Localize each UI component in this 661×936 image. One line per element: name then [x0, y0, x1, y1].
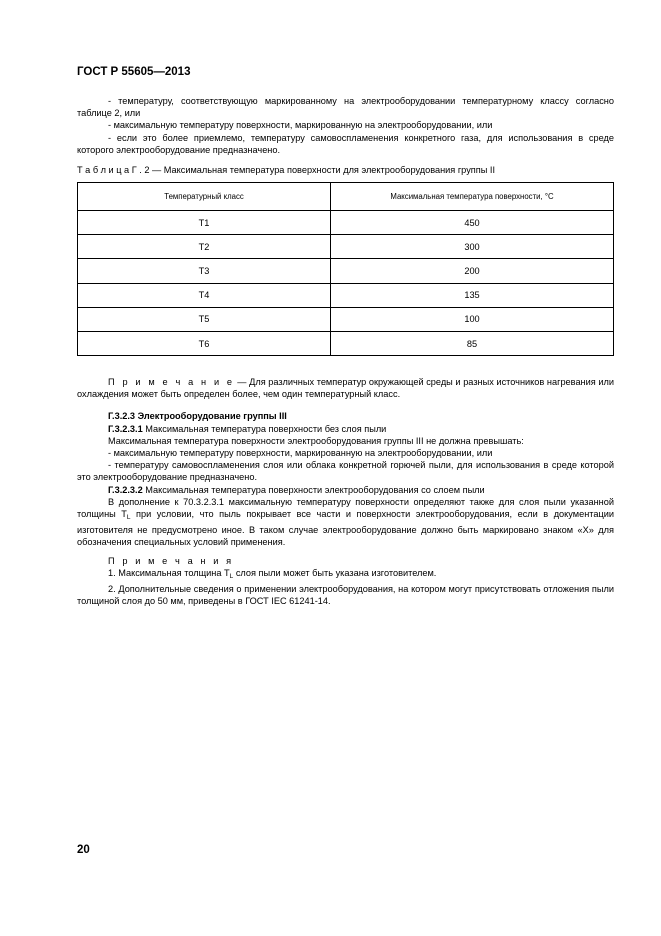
- subsection-2-text-a: В дополнение к 70.3.2.3.1 максимальную температуру поверхности определяют также для слоя пыли указанной толщины T: [77, 496, 614, 520]
- subscript-l: L: [229, 572, 234, 580]
- subsection-1-item-2: - температуру самовоспламенения слоя или облака конкретной горючей пыли, для использования в среде которой это электрооборудование предназначено.: [77, 460, 614, 483]
- table-row: [78, 331, 614, 355]
- note-1-text-a: 1. Максимальная толщина T: [108, 567, 230, 578]
- body-text: [77, 376, 614, 607]
- temperature-class-table: [77, 182, 614, 356]
- table-caption-text: — Максимальная температура поверхности для электрооборудования группы II: [149, 165, 495, 175]
- cell-temperature: 200: [331, 259, 614, 283]
- intro-item-3: - если это более приемлемо, температуру самовоспламенения конкретного газа, для использования в среде которого электрооборудование предназначено.: [77, 132, 614, 155]
- note-item-2: 2. Дополнительные сведения о применении электрооборудования, на котором могут присутствовать отложения пыли толщиной слоя до 50 мм, приведены в ГОСТ IEC 61241-14.: [77, 584, 614, 607]
- intro-item-2: - максимальную температуру поверхности, маркированную на электрооборудовании, или: [108, 120, 493, 131]
- cell-class: Т1: [78, 211, 331, 235]
- subsection-2-number: Г.3.2.3.2: [108, 484, 143, 495]
- column-header-class: Температурный класс: [78, 183, 331, 211]
- document-header: ГОСТ Р 55605—2013: [77, 66, 191, 78]
- table-caption-label: Т а б л и ц а Г . 2: [77, 165, 150, 175]
- cell-class: Т6: [78, 331, 331, 355]
- subscript-l: L: [126, 514, 131, 522]
- table-row: [78, 307, 614, 331]
- cell-temperature: 85: [331, 331, 614, 355]
- subsection-1-heading: [77, 423, 614, 435]
- table-row: [78, 235, 614, 259]
- cell-temperature: 100: [331, 307, 614, 331]
- section-title: Г.3.2.3 Электрооборудование группы III: [108, 411, 287, 422]
- cell-temperature: 300: [331, 235, 614, 259]
- table-row: [78, 283, 614, 307]
- note-1-text-b: слоя пыли может быть указана изготовителем.: [233, 567, 437, 578]
- notes-label: П р и м е ч а н и я: [108, 555, 234, 566]
- subsection-2-text-b: при условии, что пыль покрывает все части и поверхности электрооборудования, если в документации изготовителя не предусмотрено иное. В таком случае электрооборудование должно быть маркировано знаком «X» для обозначения специальных условий применения.: [77, 509, 615, 548]
- cell-temperature: 450: [331, 211, 614, 235]
- page-number: 20: [77, 844, 90, 856]
- subsection-1-paragraph: Максимальная температура поверхности электрооборудования группы III не должна превышать:: [108, 435, 524, 446]
- cell-class: Т4: [78, 283, 331, 307]
- table-row: [78, 211, 614, 235]
- subsection-1-title: Максимальная температура поверхности без слоя пыли: [142, 423, 387, 434]
- intro-item-1: - температуру, соответствующую маркированному на электрооборудовании температурному классу согласно таблице 2, или: [77, 96, 614, 119]
- cell-temperature: 135: [331, 283, 614, 307]
- subsection-2-title: Максимальная температура поверхности электрооборудования со слоем пыли: [142, 484, 485, 495]
- cell-class: Т2: [78, 235, 331, 259]
- table-row: [78, 259, 614, 283]
- cell-class: Т5: [78, 307, 331, 331]
- column-header-temperature: Максимальная температура поверхности, °С: [331, 183, 614, 211]
- note-text: — Для различных температур окружающей среды и разных источников нагревания или охлаждения может быть определен более, чем один температурный класс.: [77, 377, 615, 400]
- subsection-2-heading: [77, 484, 614, 496]
- note-label: П р и м е ч а н и е: [108, 377, 235, 387]
- note-paragraph: [77, 376, 614, 400]
- table-header-row: [78, 183, 614, 211]
- cell-class: Т3: [78, 259, 331, 283]
- intro-list: [77, 95, 614, 156]
- subsection-1-number: Г.3.2.3.1: [108, 423, 143, 434]
- table-caption: [77, 165, 495, 175]
- note-item-1: [77, 567, 614, 583]
- subsection-1-item-1: - максимальную температуру поверхности, маркированную на электрооборудовании, или: [108, 448, 493, 459]
- subsection-2-paragraph: [77, 496, 614, 549]
